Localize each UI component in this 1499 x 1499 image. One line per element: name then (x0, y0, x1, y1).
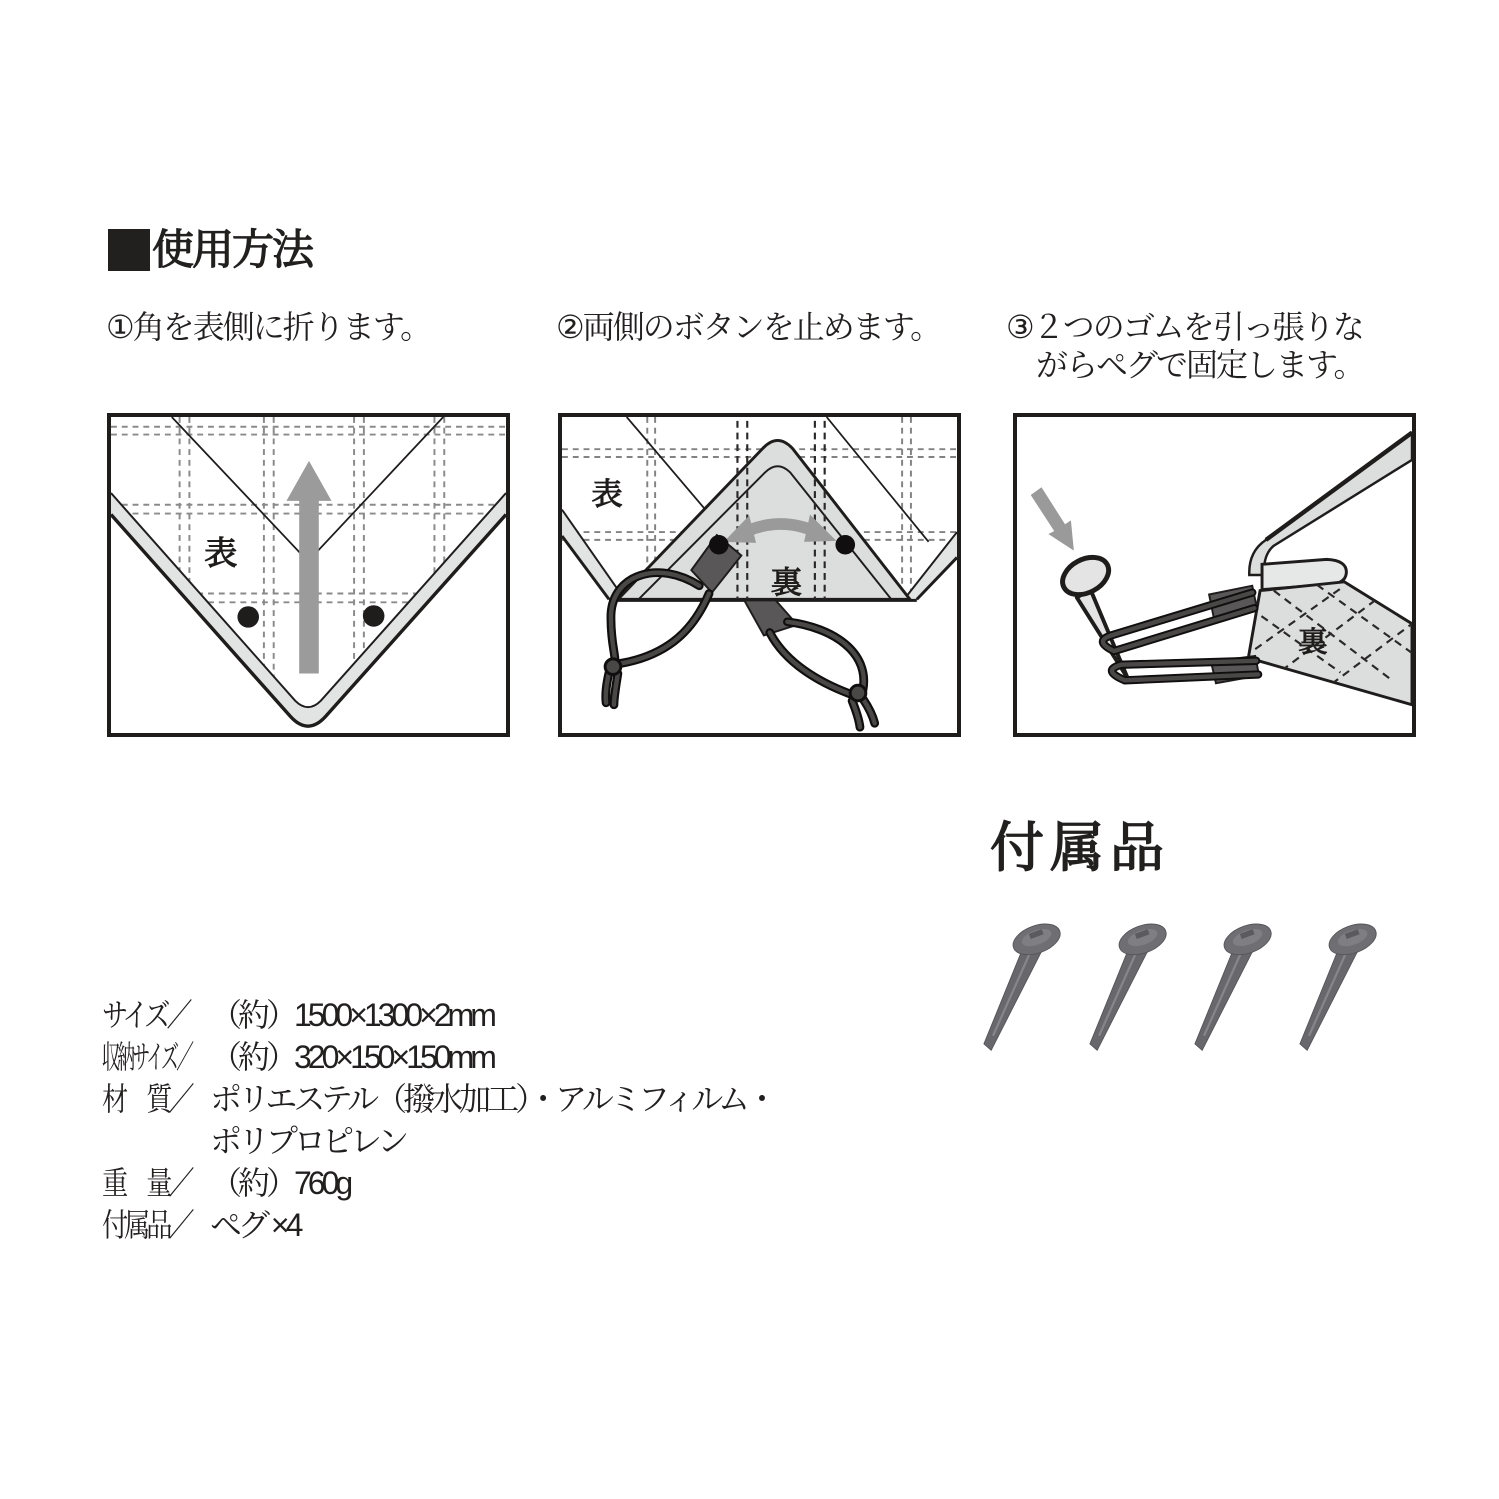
spec-row-accessories (102, 1204, 774, 1246)
step-3-text-line2: がらペグで固定します。 (1036, 347, 1364, 383)
spec-row-size (102, 994, 774, 1036)
button-dot-left (709, 535, 729, 555)
fold-corner-illustration (111, 417, 506, 733)
spec-label: 重 量／ (102, 1165, 191, 1201)
spec-value: ポリプロピレン (210, 1123, 406, 1159)
spec-value: ペグ ×4 (210, 1207, 300, 1243)
front-side-label: 表 (204, 535, 238, 573)
peg-icon (1079, 912, 1179, 1064)
peg-icon (1184, 912, 1284, 1064)
peg-head (1056, 550, 1115, 602)
page-title: 使用方法 (152, 226, 313, 273)
step-3-caption (1006, 308, 1363, 384)
diagram-step2-snap-buttons (558, 413, 961, 737)
spec-label: 材 質／ (102, 1081, 191, 1117)
button-dot-right (363, 605, 385, 626)
spec-value: （約）1500×1300×2mm (210, 997, 493, 1033)
up-arrow-icon (286, 461, 331, 674)
accessories-pegs (973, 912, 1403, 1072)
down-arrow-icon (1031, 487, 1074, 550)
section-header (108, 228, 312, 272)
button-dot-right (835, 535, 855, 555)
step-2-text: ②両側のボタンを止めます。 (556, 309, 941, 345)
spec-row-material-cont (102, 1120, 774, 1162)
spec-value: （約）320×150×150mm (210, 1039, 493, 1075)
elastic-loop-right (770, 622, 875, 727)
peg-icon (973, 912, 1073, 1064)
spec-value: ポリエステル（撥水加工）・アルミフィルム・ (210, 1081, 775, 1117)
peg-illustration (1056, 550, 1128, 678)
square-bullet-icon (108, 229, 150, 271)
step-1-caption (106, 308, 430, 346)
step-1-text: ①角を表側に折ります。 (106, 309, 431, 345)
snap-buttons-illustration (562, 417, 957, 733)
spec-row-material (102, 1078, 774, 1120)
spec-label: サイズ／ (102, 997, 189, 1033)
step-3-text-line1: ③２つのゴムを引っ張りな (1006, 309, 1363, 345)
spec-label: 収納サイズ／ (102, 1039, 192, 1075)
accessories-title: 付属品 (990, 818, 1170, 878)
spec-value: （約）760g (210, 1165, 350, 1201)
back-side-label: 裏 (770, 565, 803, 601)
peg-icon (1289, 912, 1389, 1064)
diagram-step3-peg-fix (1013, 413, 1416, 737)
spec-row-storage-size (102, 1036, 774, 1078)
spec-row-weight (102, 1162, 774, 1204)
spec-list (102, 994, 774, 1246)
sheet-edge-band (1249, 433, 1412, 575)
peg-fix-illustration (1017, 417, 1412, 733)
diagram-step1-fold-corner (107, 413, 510, 737)
button-dot-left (237, 606, 259, 627)
cord-knot (605, 659, 621, 675)
spec-label: 付属品／ (102, 1207, 191, 1243)
front-side-label: 表 (591, 476, 623, 512)
step-2-caption (556, 308, 940, 346)
cord-knot (850, 685, 866, 701)
back-side-label: 裏 (1298, 626, 1328, 660)
